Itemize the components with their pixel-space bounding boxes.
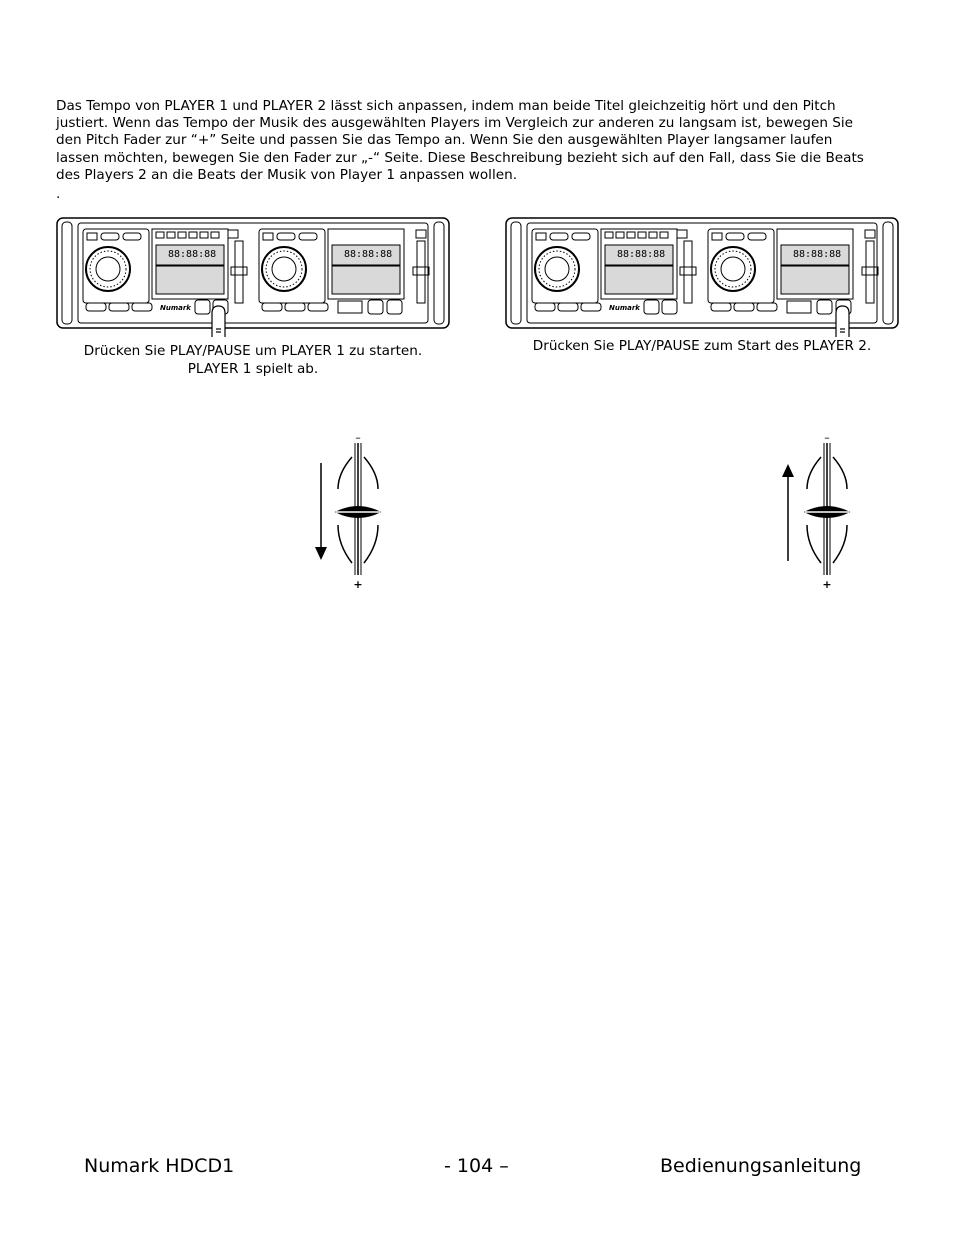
svg-text:88:88:88: 88:88:88 — [344, 249, 393, 260]
svg-text:88:88:88: 88:88:88 — [617, 249, 666, 260]
pressing-finger-icon — [836, 306, 849, 337]
intro-line: Das Tempo von PLAYER 1 und PLAYER 2 lässt sich anpassen, indem man beide Titel gleichzeitig hört und den Pitch — [56, 98, 836, 114]
svg-text:Numark: Numark — [160, 304, 191, 312]
intro-paragraph — [56, 98, 901, 184]
caption-line: Drücken Sie PLAY/PAUSE um PLAYER 1 zu starten. — [83, 343, 423, 359]
fader-plus-sign: + — [353, 578, 363, 591]
fader-minus-sign: – — [355, 433, 361, 444]
intro-line: des Players 2 an die Beats der Musik von Player 1 anpassen wollen. — [56, 166, 518, 183]
pressing-finger-icon — [212, 306, 225, 337]
pitch-fader-diagram-down — [308, 433, 388, 591]
footer-product-name: Numark HDCD1 — [84, 1155, 235, 1177]
fader-minus-sign: – — [824, 433, 830, 444]
footer-manual-title: Bedienungsanleitung — [660, 1155, 862, 1177]
hdcd1-front-panel — [57, 218, 449, 328]
figure-caption-player-1 — [56, 342, 450, 378]
trailing-dot: . — [56, 186, 61, 202]
fader-plus-sign: + — [822, 578, 832, 591]
caption-line: Drücken Sie PLAY/PAUSE zum Start des PLAYER 2. — [532, 338, 872, 354]
svg-text:88:88:88: 88:88:88 — [168, 249, 217, 260]
pitch-fader-diagram-up — [776, 433, 856, 591]
svg-text:88:88:88: 88:88:88 — [793, 249, 842, 260]
caption-line: PLAYER 1 spielt ab. — [187, 361, 319, 377]
arrow-up-icon — [782, 464, 794, 561]
intro-line: lassen möchten, bewegen Sie den Fader zur „-“ Seite. Diese Beschreibung bezieht sich auf den Fall, dass Sie die Beats — [56, 149, 864, 166]
footer-page-number: - 104 – — [444, 1155, 509, 1177]
intro-line: den Pitch Fader zur “+” Seite und passen Sie das Tempo an. Wenn Sie den ausgewählten Player langsamer laufen — [56, 132, 833, 149]
svg-text:Numark: Numark — [609, 304, 640, 312]
intro-line: justiert. Wenn das Tempo der Musik des ausgewählten Players im Vergleich zur anderen zu langsam ist, bewegen Sie — [56, 115, 854, 132]
device-illustration-player-1 — [56, 217, 450, 337]
figure-caption-player-2 — [505, 337, 899, 355]
arrow-down-icon — [315, 463, 327, 560]
device-illustration-player-2 — [505, 217, 899, 337]
